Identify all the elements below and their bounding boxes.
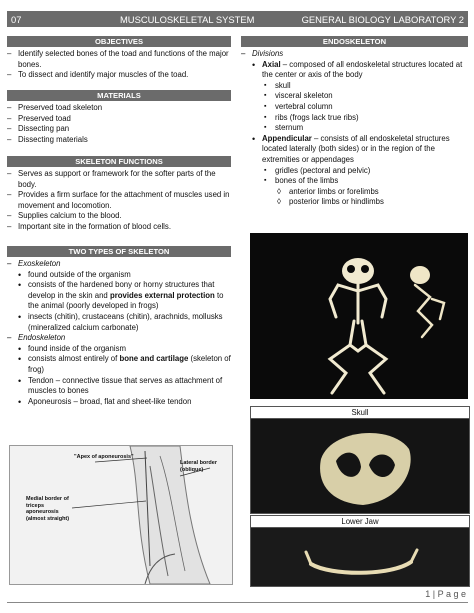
footer-line (7, 602, 468, 603)
exo-point: • consists of the hardened bony or horny structures that develop in the skin and provides external protection to the animal (poorly developed in frogs) (18, 280, 231, 312)
function-item: – Provides a firm surface for the attachment of muscles used in movement and locomotion. (7, 190, 231, 211)
axial-item: ▪ sternum (264, 123, 468, 134)
material-item: – Preserved toad (7, 114, 231, 125)
exoskeleton-label: – Exoskeleton (7, 259, 231, 270)
endo-point: • found inside of the organism (18, 344, 231, 355)
limb-item: ◊ anterior limbs or forelimbs (277, 187, 468, 198)
endo-point: • consists almost entirely of bone and cartilage (skeleton of frog) (18, 354, 231, 375)
lower-jaw-image (251, 528, 469, 586)
endoskeleton-section (241, 36, 468, 208)
function-item: – Important site in the formation of blood cells. (7, 222, 231, 233)
appendicular-point: • Appendicular – consists of all endoskeletal structures located laterally (both sides) or in the region of the extremities or appendages (252, 134, 468, 166)
endoskeleton-label: – Endoskeleton (7, 333, 231, 344)
exo-point: • insects (chitin), crustaceans (chitin), arachnids, mollusks (mineralized calcium carbonate) (18, 312, 231, 333)
two-types-section (7, 246, 231, 407)
limb-item: ◊ posterior limbs or hindlimbs (277, 197, 468, 208)
objective-item: – To dissect and identify major muscles of the toad. (7, 70, 231, 81)
system-title: MUSCULOSKELETAL SYSTEM (120, 13, 255, 25)
skull-image (251, 419, 469, 513)
appendicular-item: ▪ gridles (pectoral and pelvic) (264, 166, 468, 177)
header-bar (7, 11, 468, 27)
toad-skeleton-photo (250, 233, 468, 399)
endo-point: • Tendon – connective tissue that serves as attachment of muscles to bones (18, 376, 231, 397)
skull-caption: Skull (251, 407, 469, 419)
medial-border-label: Medial border of triceps aponeurosis (almost straight) (26, 496, 70, 522)
function-item: – Supplies calcium to the blood. (7, 211, 231, 222)
two-types-title: TWO TYPES OF SKELETON (7, 246, 231, 257)
lab-title: GENERAL BIOLOGY LABORATORY 2 (301, 13, 464, 25)
skeleton-functions-section (7, 156, 231, 233)
divisions-label: – Divisions (241, 49, 468, 60)
material-item: – Dissecting materials (7, 135, 231, 146)
skeleton-functions-title: SKELETON FUNCTIONS (7, 156, 231, 167)
toad-skeleton-image (250, 233, 468, 399)
chapter-number: 07 (11, 13, 22, 25)
function-item: – Serves as support or framework for the softer parts of the body. (7, 169, 231, 190)
axial-item: ▪ vertebral column (264, 102, 468, 113)
lower-jaw-figure (250, 515, 470, 587)
axial-item: ▪ ribs (frogs lack true ribs) (264, 113, 468, 124)
exo-point: • found outside of the organism (18, 270, 231, 281)
appendicular-item: ▪ bones of the limbs (264, 176, 468, 187)
objectives-section (7, 36, 231, 81)
material-item: – Dissecting pan (7, 124, 231, 135)
page-number: 1 | P a g e (425, 589, 466, 599)
objectives-title: OBJECTIVES (7, 36, 231, 47)
apex-label: "Apex of aponeurosis" (74, 454, 134, 460)
materials-section (7, 90, 231, 145)
material-item: – Preserved toad skeleton (7, 103, 231, 114)
skull-figure (250, 406, 470, 514)
endo-point: • Aponeurosis – broad, flat and sheet-like tendon (18, 397, 231, 408)
lateral-border-label: Lateral border (oblique) (180, 460, 217, 473)
axial-item: ▪ skull (264, 81, 468, 92)
materials-title: MATERIALS (7, 90, 231, 101)
objective-item: – Identify selected bones of the toad and functions of the major bones. (7, 49, 231, 70)
axial-item: ▪ visceral skeleton (264, 91, 468, 102)
aponeurosis-diagram (9, 445, 233, 585)
axial-point: • Axial – composed of all endoskeletal structures located at the center or axis of the body (252, 60, 468, 81)
endoskeleton-title: ENDOSKELETON (241, 36, 468, 47)
lower-jaw-caption: Lower Jaw (251, 516, 469, 528)
